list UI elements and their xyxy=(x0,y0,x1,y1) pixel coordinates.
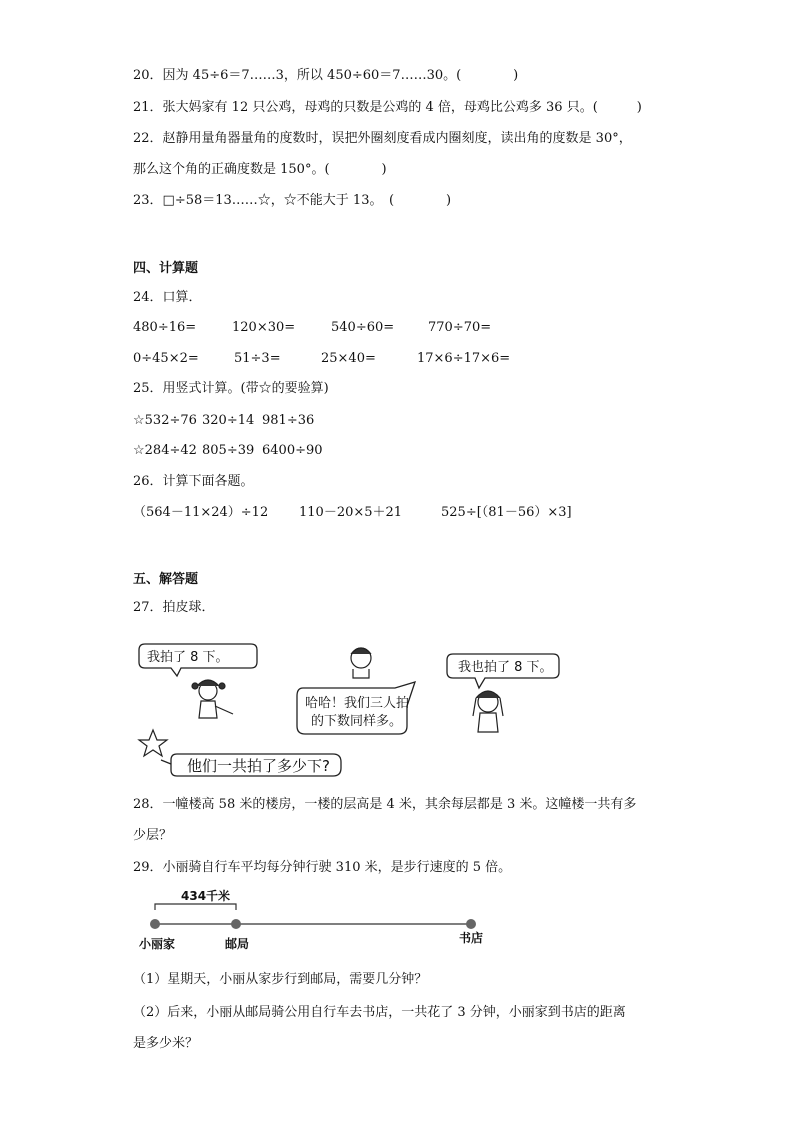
oral-item: 770÷70= xyxy=(428,320,492,335)
speech-bubble-left xyxy=(139,644,257,676)
vertical-item: ☆284÷42 xyxy=(133,443,197,458)
question-28-line-1: 28．一幢楼高 58 米的楼房，一楼的层高是 4 米，其余每层都是 3 米。这幢楼一共有多 xyxy=(133,797,637,812)
bubble-left-text: 我拍了 8 下。 xyxy=(147,650,229,665)
oral-item: 25×40= xyxy=(321,351,376,366)
girl-right-figure xyxy=(473,691,503,732)
question-21: 21．张大妈家有 12 只公鸡，母鸡的只数是公鸡的 4 倍，母鸡比公鸡多 36 只。( ) xyxy=(133,100,642,115)
oral-item: 120×30= xyxy=(232,320,296,335)
boy-center-figure xyxy=(351,648,371,678)
oral-item: 0÷45×2= xyxy=(133,351,199,366)
question-25: 25．用竖式计算。(带☆的要验算) xyxy=(133,381,329,396)
speech-bubble-center xyxy=(297,682,415,734)
question-23: 23．□÷58＝13……☆，☆不能大于 13。 ( ) xyxy=(133,193,452,208)
question-27: 27．拍皮球． xyxy=(133,600,215,615)
question-29: 29．小丽骑自行车平均每分钟行驶 310 米，是步行速度的 5 倍。 xyxy=(133,860,512,875)
question-22-line-2: 那么这个角的正确度数是 150°。( ) xyxy=(133,162,387,177)
calc-item: （564－11×24）÷12 xyxy=(133,505,269,520)
home-label: 小丽家 xyxy=(139,937,176,951)
section-4-title: 四、计算题 xyxy=(133,261,199,276)
question-28-line-2: 少层？ xyxy=(133,828,173,843)
distance-bracket xyxy=(155,904,236,910)
ball-bouncing-illustration xyxy=(133,636,573,784)
oral-item: 51÷3= xyxy=(234,351,281,366)
calc-item: 525÷[（81－56）×3] xyxy=(441,505,572,520)
question-26: 26．计算下面各题。 xyxy=(133,474,254,489)
oral-item: 540÷60= xyxy=(331,320,395,335)
girl-left-figure xyxy=(192,680,233,718)
section-5-title: 五、解答题 xyxy=(133,572,199,587)
calc-item: 110－20×5＋21 xyxy=(299,505,403,520)
vertical-item: 6400÷90 xyxy=(262,443,323,458)
vertical-item: 805÷39 xyxy=(202,443,255,458)
bookstore-label: 书店 xyxy=(459,931,484,945)
question-29-2-line-1: （2）后来，小丽从邮局骑公用自行车去书店，一共花了 3 分钟，小丽家到书店的距离 xyxy=(133,1005,626,1020)
vertical-item: ☆532÷76 xyxy=(133,413,197,428)
question-22-line-1: 22．赵静用量角器量角的度数时，误把外圈刻度看成内圈刻度，读出角的度数是 30°， xyxy=(133,131,632,146)
oral-item: 480÷16= xyxy=(133,320,197,335)
vertical-item: 320÷14 xyxy=(202,413,255,428)
bubble-bottom-text: 他们一共拍了多少下? xyxy=(187,757,330,775)
home-point xyxy=(150,919,160,929)
bookstore-point xyxy=(466,919,476,929)
question-29-2-line-2: 是多少米？ xyxy=(133,1036,199,1051)
speech-bubble-bottom xyxy=(161,754,341,776)
vertical-item: 981÷36 xyxy=(262,413,315,428)
post-office-label: 邮局 xyxy=(225,937,250,951)
distance-diagram xyxy=(133,886,493,952)
bubble-center-text-2: 的下数同样多。 xyxy=(311,714,403,729)
question-24: 24．口算． xyxy=(133,290,202,305)
bubble-center-text-1: 哈哈！我们三人拍 xyxy=(305,696,410,711)
speech-bubble-right xyxy=(447,654,559,688)
oral-item: 17×6÷17×6= xyxy=(417,351,511,366)
question-29-1: （1）星期天，小丽从家步行到邮局，需要几分钟？ xyxy=(133,972,428,987)
bubble-right-text: 我也拍了 8 下。 xyxy=(458,660,553,675)
post-office-point xyxy=(231,919,241,929)
star-character xyxy=(139,730,167,756)
distance-label: 434千米 xyxy=(181,889,231,903)
question-20: 20．因为 45÷6＝7……3，所以 450÷60＝7……30。( ) xyxy=(133,68,519,83)
